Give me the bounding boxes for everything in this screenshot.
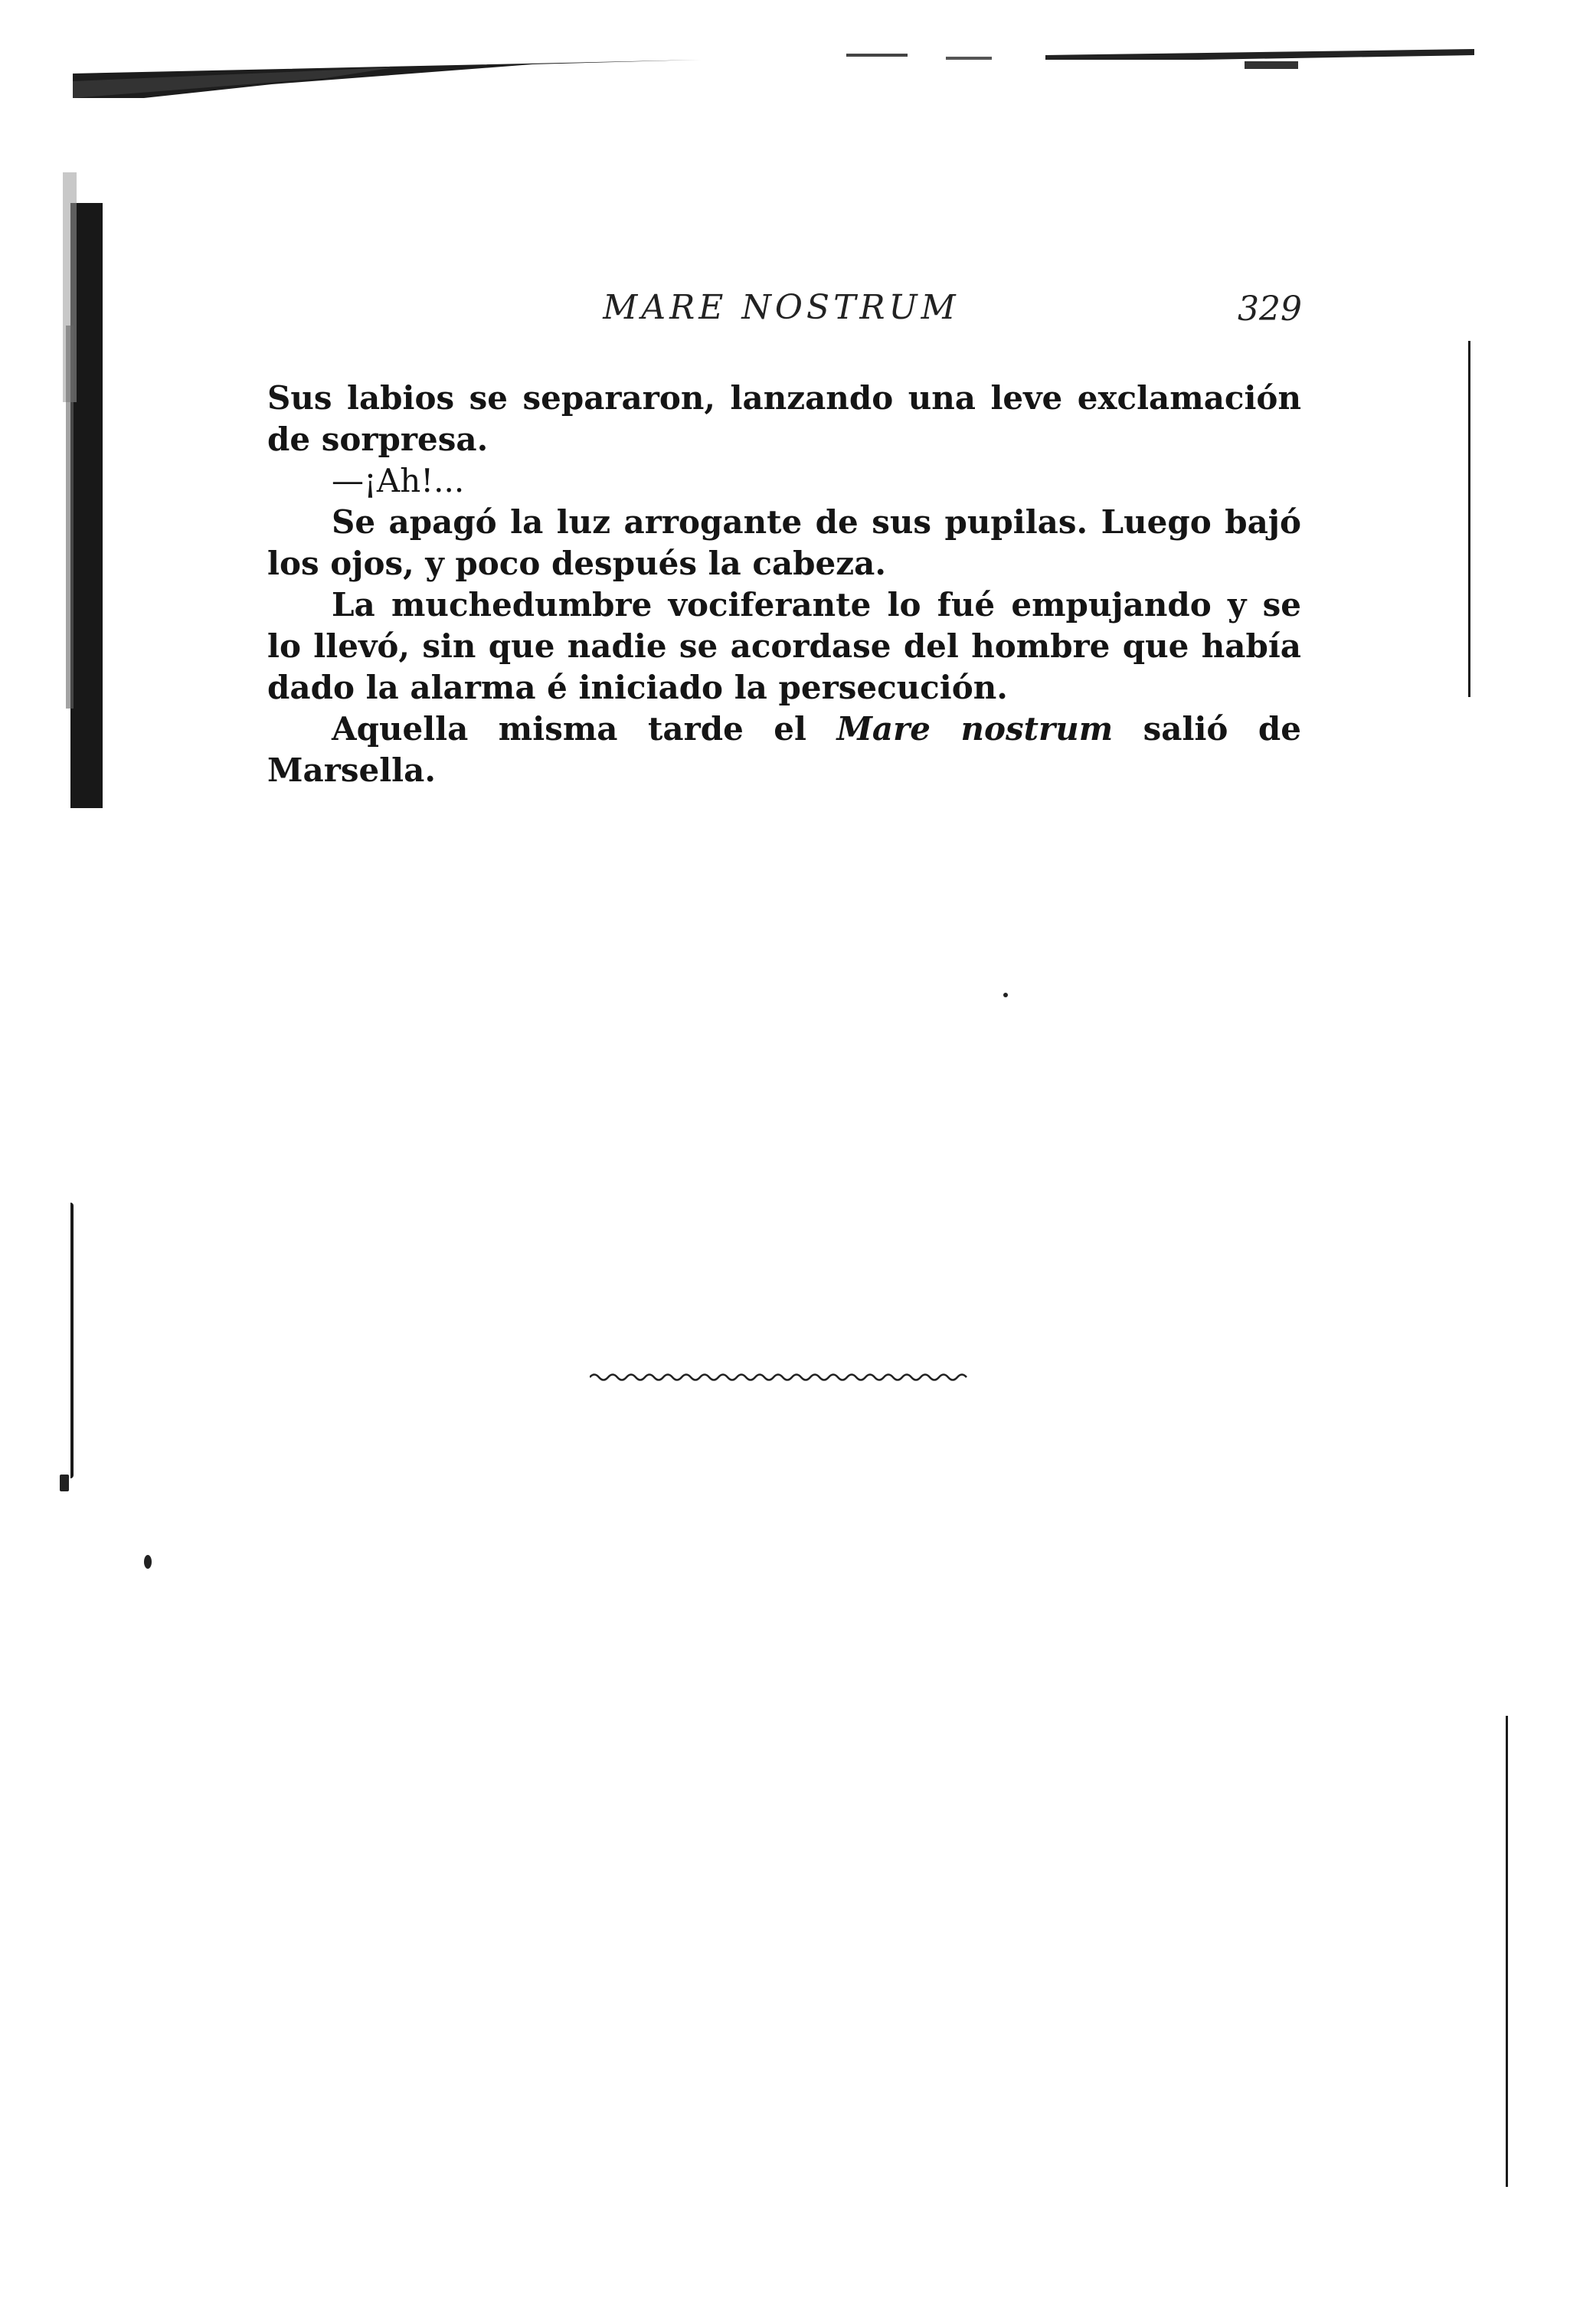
scan-edge-left <box>63 172 116 808</box>
ink-speck <box>144 1555 152 1569</box>
ink-speck <box>60 1475 69 1491</box>
paragraph-dialog: —¡Ah!... <box>332 462 465 499</box>
scan-line-right-lower <box>1506 1716 1508 2187</box>
body-text <box>267 378 1301 791</box>
paragraph: Se apagó la luz arrogante de sus pupilas. Luego bajó los ojos, y poco después la cabeza. <box>267 503 1301 582</box>
ship-name: Mare nostrum <box>836 710 1114 748</box>
paragraph: La muchedumbre vociferante lo fué empujando y se lo llevó, sin que nadie se acordase del hombre que había dado la alarma é iniciado la persecución. <box>267 586 1301 706</box>
running-head <box>268 288 1302 342</box>
text-run: salió de Marsella. <box>267 710 1301 789</box>
paragraph <box>267 709 1301 791</box>
running-title: MARE NOSTRUM <box>603 288 960 327</box>
scan-line-right-upper <box>1468 341 1470 697</box>
text-run: Aquella misma tarde el <box>332 710 837 748</box>
paragraph: Sus labios se separaron, lanzando una leve exclamación de sorpresa. <box>267 379 1301 458</box>
ink-speck <box>1003 993 1008 997</box>
wavy-rule-ornament <box>590 1370 973 1385</box>
page-number: 329 <box>1238 290 1302 329</box>
scan-edge-top <box>73 44 1474 98</box>
scan-line-left-curve <box>70 1203 74 1478</box>
